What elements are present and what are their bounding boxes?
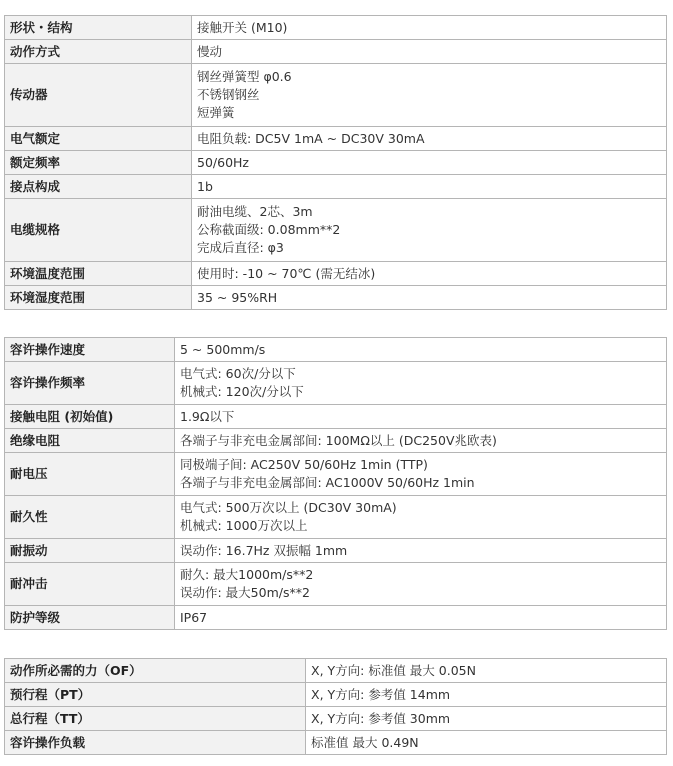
- table-row: [5, 199, 667, 262]
- row-label: 容许操作频率: [5, 362, 175, 405]
- value-line: 机械式: 120次/分以下: [180, 384, 304, 399]
- row-label: 总行程（TT）: [5, 707, 306, 731]
- row-value: [306, 707, 667, 731]
- row-label: 接点构成: [5, 175, 192, 199]
- value-line: 电气式: 500万次以上 (DC30V 30mA): [180, 500, 397, 515]
- value-line: 5 ~ 500mm/s: [180, 341, 266, 357]
- row-value: [306, 683, 667, 707]
- table-row: [5, 429, 667, 453]
- row-value: [306, 659, 667, 683]
- value-line: 耐油电缆、2芯、3m: [197, 204, 313, 219]
- table-row: [5, 286, 667, 310]
- value-line: 不锈钢钢丝: [197, 87, 260, 102]
- row-label: 绝缘电阻: [5, 429, 175, 453]
- value-line: 标准值 最大 0.49N: [311, 734, 419, 750]
- row-label: 耐振动: [5, 539, 175, 563]
- table-row: [5, 338, 667, 362]
- row-label: 容许操作速度: [5, 338, 175, 362]
- value-line: 公称截面级: 0.08mm**2: [197, 222, 341, 237]
- row-label: 预行程（PT）: [5, 683, 306, 707]
- value-line: 误动作: 16.7Hz 双振幅 1mm: [180, 542, 348, 558]
- value-line: 慢动: [197, 43, 223, 59]
- row-value: [175, 496, 667, 539]
- value-line: 短弹簧: [197, 105, 235, 120]
- value-line: 电阻负载: DC5V 1mA ~ DC30V 30mA: [197, 130, 425, 146]
- table-body: [5, 338, 667, 630]
- table-row: [5, 16, 667, 40]
- row-value: [175, 405, 667, 429]
- row-value: [175, 338, 667, 362]
- row-label: 电气额定: [5, 127, 192, 151]
- value-line: 完成后直径: φ3: [197, 240, 284, 255]
- table-row: [5, 683, 667, 707]
- row-label: 耐久性: [5, 496, 175, 539]
- row-value: [192, 16, 667, 40]
- row-value: [192, 175, 667, 199]
- value-line: 50/60Hz: [197, 154, 249, 170]
- table-row: [5, 563, 667, 606]
- value-line: 各端子与非充电金属部间: AC1000V 50/60Hz 1min: [180, 475, 475, 490]
- table-row: [5, 659, 667, 683]
- table-row: [5, 175, 667, 199]
- row-value: [175, 362, 667, 405]
- value-line: X, Y方向: 参考值 14mm: [311, 686, 451, 702]
- table-row: [5, 453, 667, 496]
- row-value: [175, 429, 667, 453]
- value-line: IP67: [180, 609, 208, 625]
- table-row: [5, 731, 667, 755]
- table-row: [5, 496, 667, 539]
- row-label: 额定频率: [5, 151, 192, 175]
- row-label: 动作所必需的力（OF）: [5, 659, 306, 683]
- table-row: [5, 707, 667, 731]
- value-line: 同极端子间: AC250V 50/60Hz 1min (TTP): [180, 457, 428, 472]
- value-line: 1.9Ω以下: [180, 408, 235, 424]
- row-label: 耐冲击: [5, 563, 175, 606]
- table-row: [5, 40, 667, 64]
- value-line: 耐久: 最大1000m/s**2: [180, 567, 314, 582]
- row-label: 环境温度范围: [5, 262, 192, 286]
- row-value: [175, 539, 667, 563]
- value-line: 钢丝弹簧型 φ0.6: [197, 69, 292, 84]
- table-row: [5, 262, 667, 286]
- table-row: [5, 64, 667, 127]
- row-value: [175, 606, 667, 630]
- value-line: 使用时: -10 ~ 70℃ (需无结冰): [197, 265, 376, 281]
- row-value: [306, 731, 667, 755]
- table-row: [5, 606, 667, 630]
- value-line: X, Y方向: 参考值 30mm: [311, 710, 451, 726]
- row-value: [175, 453, 667, 496]
- row-value: [192, 286, 667, 310]
- value-line: 1b: [197, 178, 213, 194]
- value-line: X, Y方向: 标准值 最大 0.05N: [311, 662, 476, 678]
- row-value: [192, 64, 667, 127]
- row-label: 传动器: [5, 64, 192, 127]
- row-label: 形状・结构: [5, 16, 192, 40]
- table-body: [5, 659, 667, 755]
- row-value: [192, 127, 667, 151]
- row-value: [192, 40, 667, 64]
- spec-table-performance: [4, 337, 667, 630]
- table-body: [5, 16, 667, 310]
- row-label: 动作方式: [5, 40, 192, 64]
- table-row: [5, 405, 667, 429]
- table-row: [5, 151, 667, 175]
- row-label: 环境湿度范围: [5, 286, 192, 310]
- row-label: 接触电阻 (初始值): [5, 405, 175, 429]
- row-label: 电缆规格: [5, 199, 192, 262]
- row-value: [192, 262, 667, 286]
- table-row: [5, 539, 667, 563]
- value-line: 接触开关 (M10): [197, 19, 288, 35]
- row-label: 防护等级: [5, 606, 175, 630]
- spec-table-general: [4, 15, 667, 310]
- table-row: [5, 362, 667, 405]
- value-line: 误动作: 最大50m/s**2: [180, 585, 310, 600]
- value-line: 机械式: 1000万次以上: [180, 518, 308, 533]
- row-label: 容许操作负载: [5, 731, 306, 755]
- spec-table-operating-characteristics: [4, 658, 667, 755]
- value-line: 各端子与非充电金属部间: 100MΩ以上 (DC250V兆欧表): [180, 432, 497, 448]
- table-row: [5, 127, 667, 151]
- row-value: [175, 563, 667, 606]
- row-label: 耐电压: [5, 453, 175, 496]
- value-line: 电气式: 60次/分以下: [180, 366, 296, 381]
- row-value: [192, 151, 667, 175]
- value-line: 35 ~ 95%RH: [197, 289, 278, 305]
- row-value: [192, 199, 667, 262]
